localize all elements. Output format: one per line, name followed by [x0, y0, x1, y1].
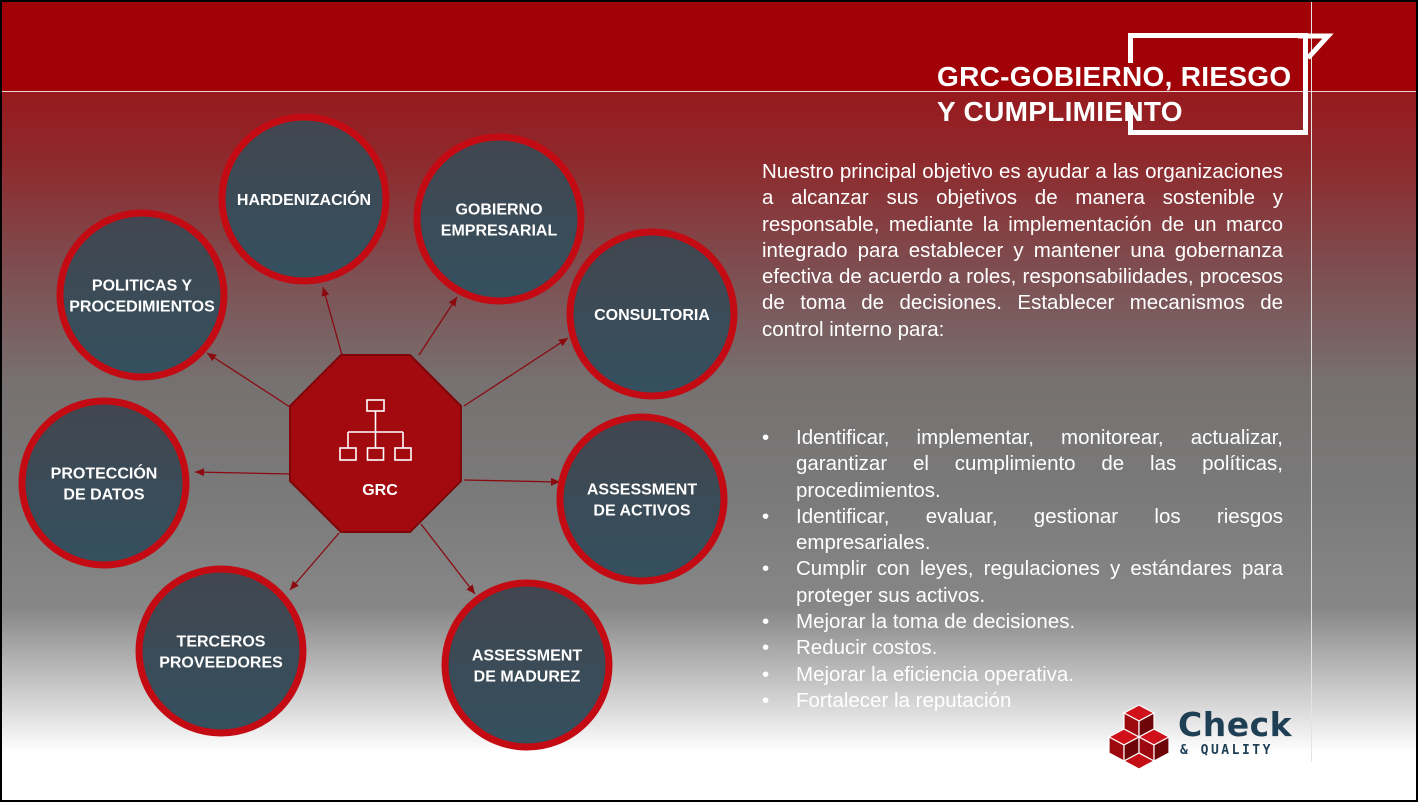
list-item — [762, 609, 1283, 635]
company-logo — [1106, 703, 1306, 769]
bullet-marker: • — [762, 636, 770, 660]
node-label: ASSESSMENT — [586, 481, 698, 499]
node-assessment-madurez — [445, 583, 609, 747]
logo-subtitle: & QUALITY — [1180, 743, 1273, 758]
node-terceros-proveedores — [139, 569, 303, 733]
list-item — [762, 504, 1283, 557]
bullet-marker: • — [762, 610, 770, 634]
objectives-list — [762, 425, 1283, 714]
node-circle — [417, 137, 581, 301]
bullet-marker: • — [762, 426, 770, 449]
node-label: ASSESSMENT — [471, 647, 583, 665]
list-item — [762, 662, 1283, 688]
list-item-text: Reducir costos. — [796, 636, 938, 660]
list-item-text: Mejorar la eficiencia operativa. — [796, 662, 1075, 686]
connector-arrow-gobierno-empresarial — [419, 297, 457, 355]
node-politicas-procedimientos — [60, 213, 224, 377]
node-label: TERCEROS — [176, 633, 266, 651]
node-label: HARDENIZACIÓN — [236, 192, 372, 209]
title-line-1: GRC-GOBIERNO, RIESGO — [937, 61, 1292, 92]
node-label: DE DATOS — [63, 486, 145, 504]
list-item-text: Cumplir con leyes, regulaciones y estándares para proteger sus activos. — [796, 557, 1283, 607]
cube-logo-icon — [1106, 703, 1172, 769]
slide — [2, 2, 1416, 800]
list-item-text: Identificar, implementar, monitorear, actualizar, garantizar el cumplimiento de las políticas, procedimientos. — [796, 426, 1283, 502]
node-circle — [560, 417, 724, 581]
logo-word: Check — [1178, 705, 1293, 744]
node-circle — [22, 401, 186, 565]
node-assessment-activos — [560, 417, 724, 581]
bullet-marker: • — [762, 662, 770, 686]
title-frame-notch — [1298, 30, 1334, 62]
list-item-text: Mejorar la toma de decisiones. — [796, 610, 1076, 634]
connector-arrow-hardenizacion — [323, 287, 342, 355]
node-label: GOBIERNO — [455, 201, 543, 219]
connector-arrow-assessment-activos — [464, 480, 560, 482]
list-item — [762, 635, 1283, 661]
node-label: PROVEEDORES — [159, 654, 283, 672]
node-label: PROTECCIÓN — [50, 465, 158, 483]
node-label: PROCEDIMIENTOS — [69, 298, 215, 316]
node-circle — [60, 213, 224, 377]
node-consultoria — [570, 232, 734, 396]
page-title — [937, 59, 1317, 129]
node-hardenizacion — [222, 117, 386, 281]
node-label: DE ACTIVOS — [593, 502, 691, 520]
node-circle — [139, 569, 303, 733]
list-item-text: Identificar, evaluar, gestionar los riesgos empresariales. — [796, 504, 1283, 555]
node-gobierno-empresarial — [417, 137, 581, 301]
list-item-text: Fortalecer la reputación — [796, 688, 1012, 712]
node-label: CONSULTORIA — [594, 307, 710, 324]
center-label: GRC — [362, 482, 398, 499]
center-node — [290, 355, 461, 532]
connector-arrow-consultoria — [464, 338, 568, 406]
connector-arrow-proteccion-datos — [195, 472, 292, 474]
title-line-2: Y CUMPLIMIENTO — [937, 96, 1183, 127]
node-proteccion-datos — [22, 401, 186, 565]
node-label: EMPRESARIAL — [440, 222, 558, 240]
list-item — [762, 425, 1283, 504]
list-item — [762, 556, 1283, 609]
bullet-marker: • — [762, 504, 770, 528]
connector-arrow-terceros-proveedores — [290, 533, 339, 590]
bullet-marker: • — [762, 688, 770, 712]
node-circle — [445, 583, 609, 747]
connector-arrow-assessment-madurez — [421, 524, 475, 594]
node-label: DE MADUREZ — [473, 668, 581, 686]
connector-arrow-politicas-procedimientos — [207, 353, 293, 409]
node-label: POLITICAS Y — [91, 277, 193, 295]
bullet-marker: • — [762, 557, 770, 581]
grc-diagram — [2, 2, 762, 800]
intro-paragraph: Nuestro principal objetivo es ayudar a las organizaciones a alcanzar sus objetivos de manera sostenible y responsable, mediante la implementación de un marco integrado para establecer y mantener una gobernanza efectiva de acuerdo a roles, responsabilidades, procesos de toma de decisiones. Establecer mecanismos de control interno para: — [762, 160, 1283, 341]
